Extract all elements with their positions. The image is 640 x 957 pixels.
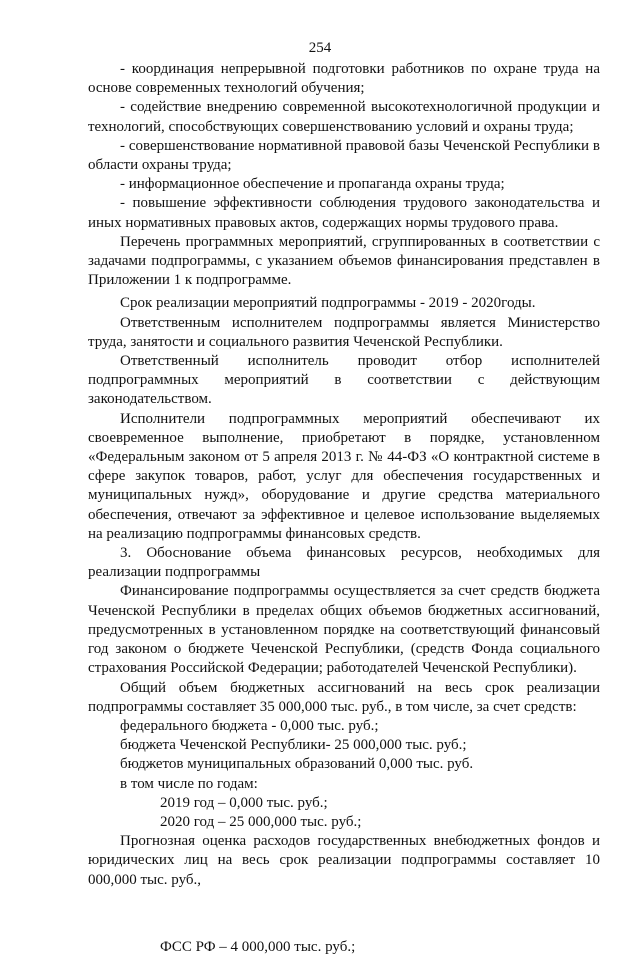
paragraph-executor-selection: Ответственный исполнитель проводит отбор исполнителей подпрограммных мероприятий в соответствии с действующим законодательством.: [88, 353, 600, 408]
list-item-regulatory-improvement: - совершенствование нормативной правовой базы Чеченской Республики в области охраны труда;: [88, 137, 600, 174]
budget-line-2020: 2020 год – 25 000,000 тыс. руб.;: [160, 813, 362, 830]
budget-line-republic: бюджета Чеченской Республики- 25 000,000 тыс. руб.;: [120, 737, 467, 754]
list-item-information-support: - информационное обеспечение и пропаганда охраны труда;: [120, 176, 505, 193]
budget-line-municipal: бюджетов муниципальных образований 0,000 тыс. руб.: [120, 756, 474, 773]
paragraph-extrabudgetary-estimate: Прогнозная оценка расходов государственных внебюджетных фондов и юридических лиц на весь срок реализации подпрограммы составляет 10 000,000 тыс. руб.,: [88, 833, 600, 888]
paragraph-implementation-period: Срок реализации мероприятий подпрограммы - 2019 - 2020годы.: [120, 295, 536, 312]
paragraph-measures-list: Перечень программных мероприятий, сгруппированных в соответствии с задачами подпрограммы, с указанием объемов финансирования представлен в Приложении 1 к подпрограмме.: [88, 233, 600, 289]
paragraph-executors-duties: Исполнители подпрограммных мероприятий обеспечивают их своевременное выполнение, приобретают в порядке, установленном «Федеральным законом от 5 апреля 2013 г. № 44-ФЗ «О контрактной системе в сфере закупок товаров, работ, услуг для обеспечения государственных и муниципальных нужд», оборудование и другие средства материального обеспечения, отвечают за эффективное и целевое использование выделяемых на реализацию подпрограммы финансовых средств.: [88, 410, 600, 542]
budget-by-years-label: в том числе по годам:: [120, 775, 258, 792]
budget-line-federal: федерального бюджета - 0,000 тыс. руб.;: [120, 717, 379, 734]
paragraph-total-budget: Общий объем бюджетных ассигнований на весь срок реализации подпрограммы составляет 35 000,000 тыс. руб., в том числе, за счет средств:: [88, 679, 600, 715]
budget-line-fss: ФСС РФ – 4 000,000 тыс. руб.;: [160, 938, 356, 955]
paragraph-financing-sources: Финансирование подпрограммы осуществляется за счет средств бюджета Чеченской Республики в пределах общих объемов бюджетных ассигнований, предусмотренных в установленном порядке на соответствующий финансовый год законом о бюджете Чеченской Республики, (средств Фонда социального страхования Российской Федерации; работодателей Чеченской Республики).: [88, 583, 600, 677]
page-number: 254: [308, 40, 332, 56]
list-item-training-coordination: - координация непрерывной подготовки работников по охране труда на основе современных технологий обучения;: [88, 61, 600, 97]
list-item-compliance-efficiency: - повышение эффективности соблюдения трудового законодательства и иных нормативных правовых актов, содержащих нормы трудового права.: [88, 195, 600, 231]
budget-line-2019: 2019 год – 0,000 тыс. руб.;: [160, 794, 328, 811]
body-text: [88, 60, 600, 957]
list-item-technology-promotion: - содействие внедрению современной высокотехнологичной продукции и технологий, способствующих совершенствованию условий и охраны труда;: [88, 99, 600, 135]
paragraph-responsible-executor: Ответственным исполнителем подпрограммы является Министерство труда, занятости и социального развития Чеченской Республики.: [88, 314, 600, 350]
section-heading-financing: 3. Обоснование объема финансовых ресурсов, необходимых для реализации подпрограммы: [88, 545, 600, 581]
